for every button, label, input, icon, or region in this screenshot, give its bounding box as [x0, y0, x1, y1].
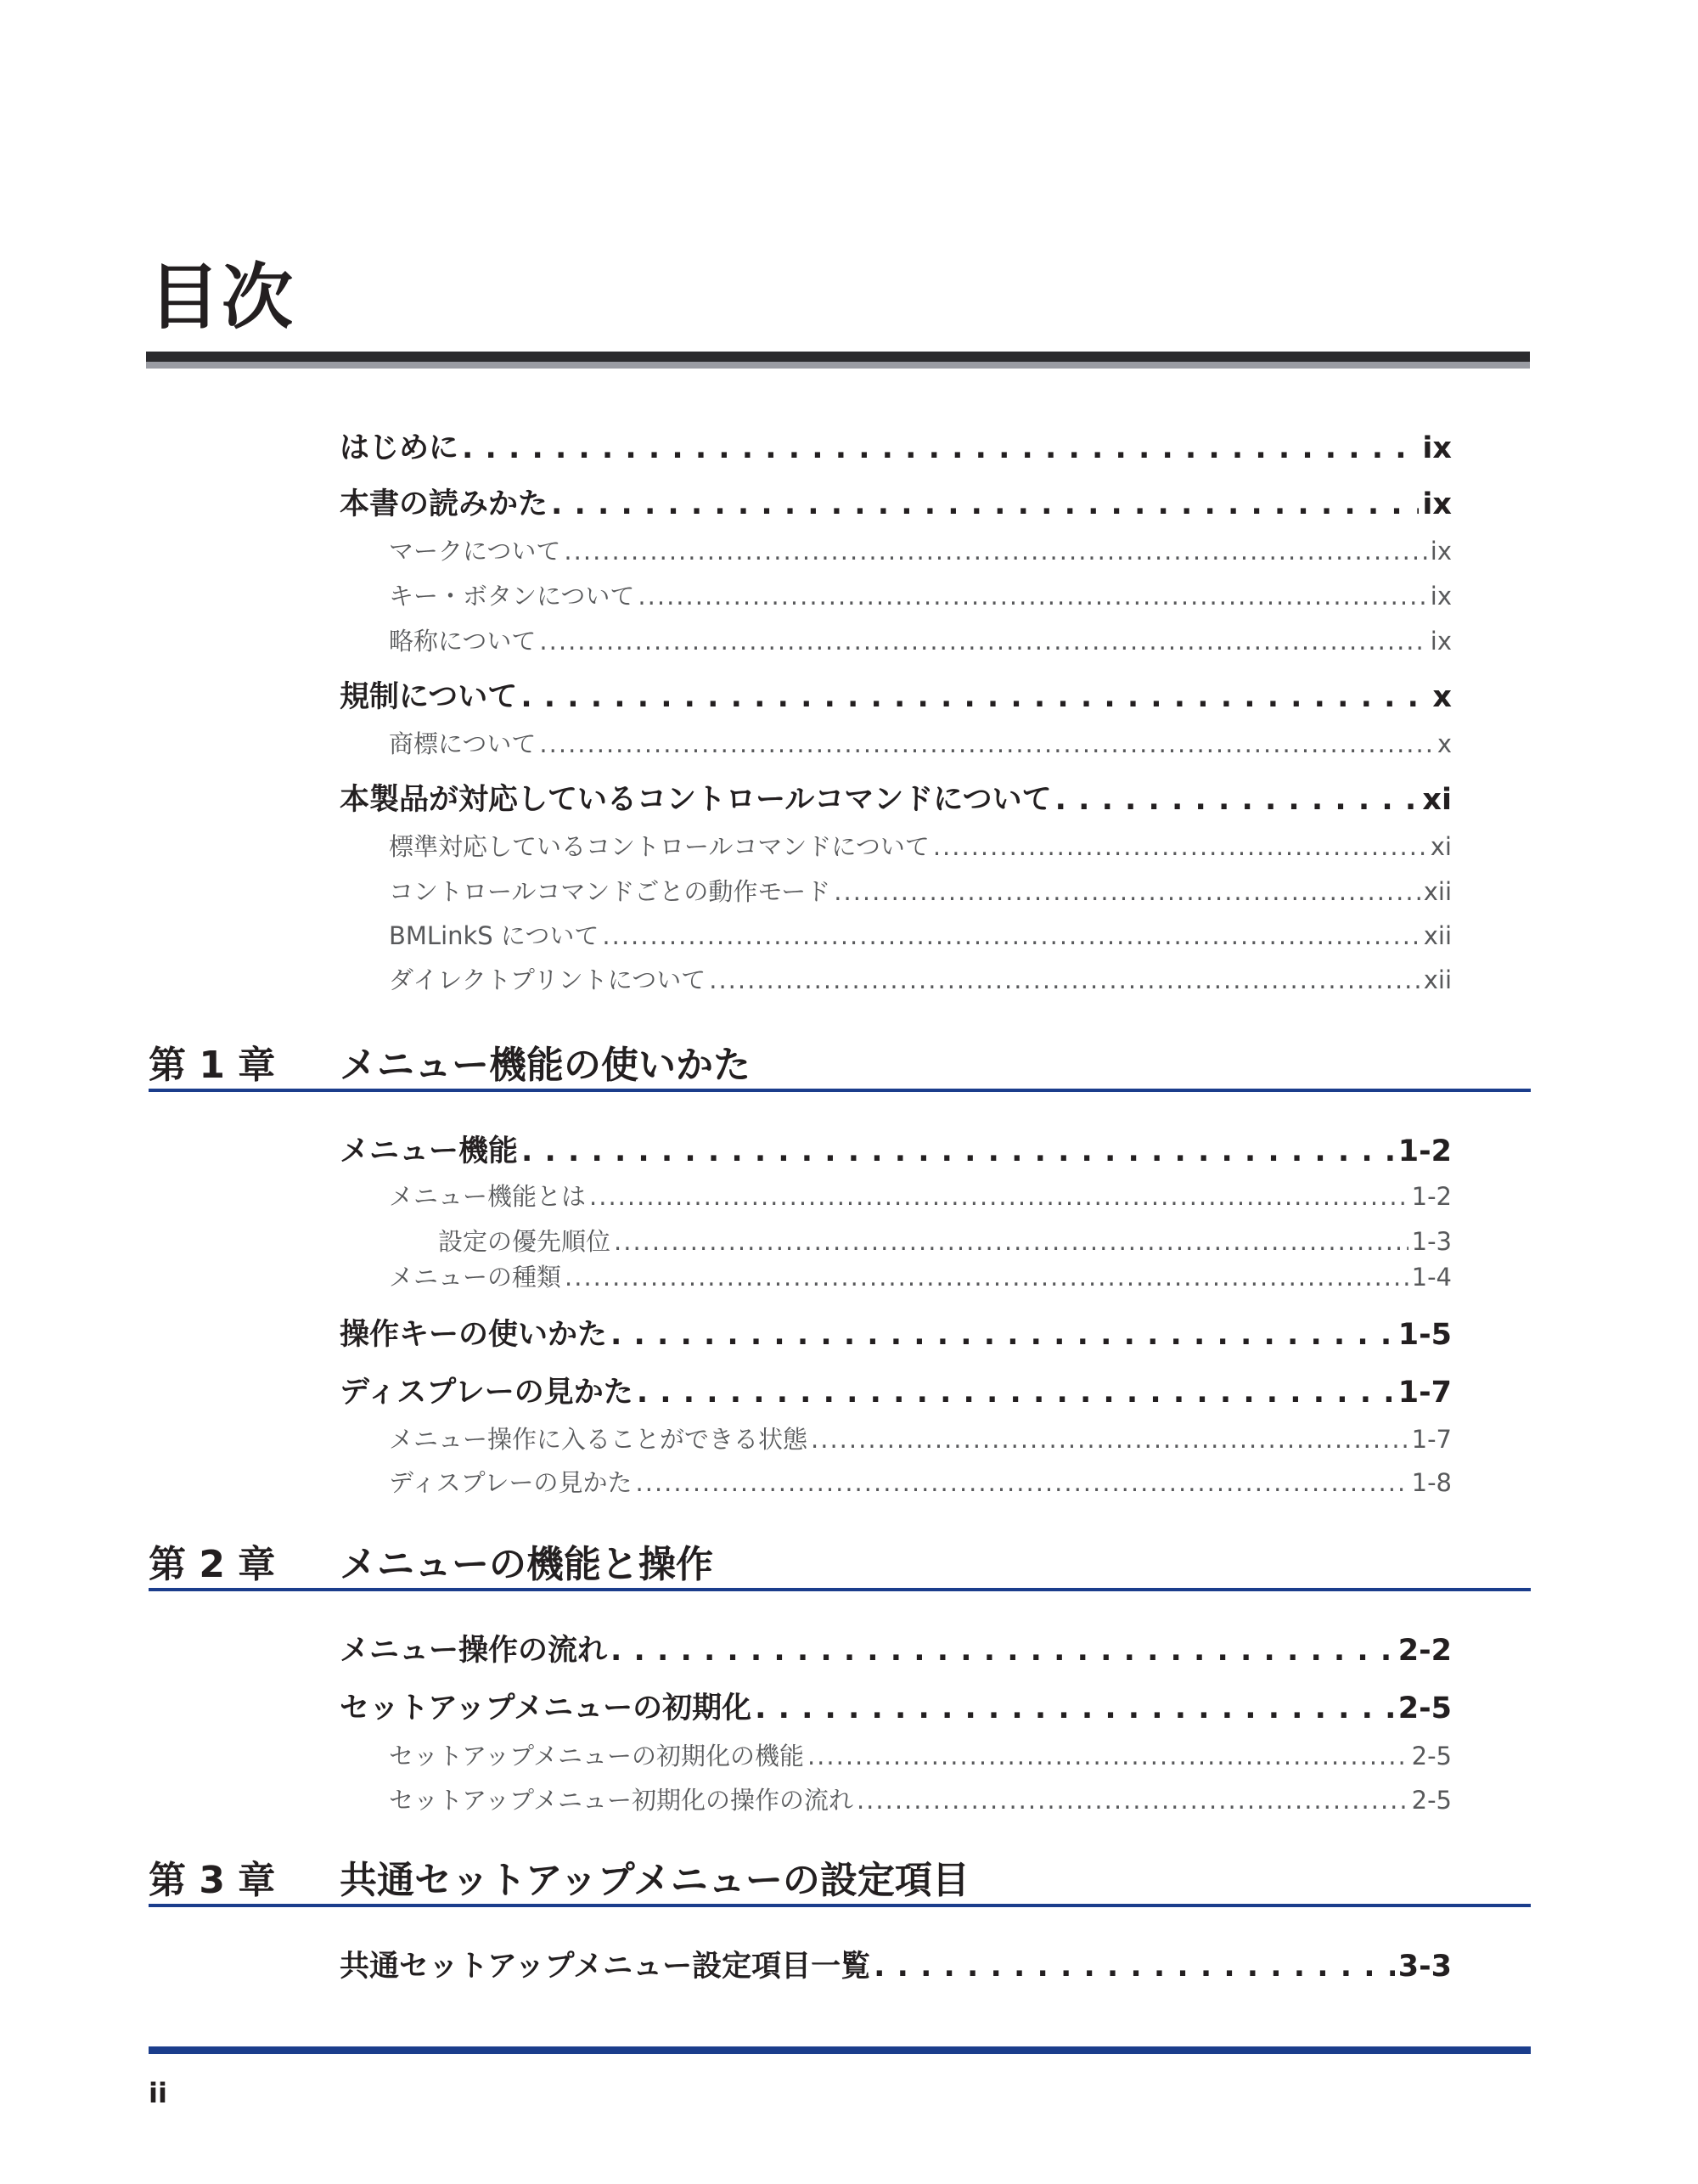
- toc-entry[interactable]: メニュー機能 . . . 1-2: [340, 1128, 1452, 1170]
- page-title: 目次: [149, 256, 295, 339]
- chapter-title[interactable]: メニューの機能と操作: [340, 1543, 713, 1586]
- toc-entry[interactable]: 本書の読みかた . . . ix: [340, 481, 1452, 523]
- toc-entry[interactable]: セットアップメニューの初期化 . . . 2-5: [340, 1685, 1452, 1727]
- toc-entry[interactable]: 規制について . . . x: [340, 673, 1452, 716]
- toc-subentry[interactable]: セットアップメニューの初期化の機能 ..... 2-5: [340, 1737, 1452, 1772]
- toc-subentry[interactable]: 商標について ..... x: [340, 725, 1452, 760]
- toc-entry[interactable]: はじめに . . . ix: [340, 425, 1452, 467]
- chapter-rule: [149, 1904, 1531, 1907]
- chapter-rule: [149, 1588, 1531, 1591]
- toc-subentry[interactable]: マークについて ..... ix: [340, 532, 1452, 567]
- toc-subentry[interactable]: ディスプレーの見かた ..... 1-8: [340, 1464, 1452, 1499]
- toc-subentry[interactable]: 略称について ..... ix: [340, 622, 1452, 657]
- page-number: ii: [149, 2077, 167, 2109]
- toc-subentry[interactable]: ダイレクトプリントについて ..... xii: [340, 961, 1452, 996]
- toc-subentry[interactable]: メニューの種類 ..... 1-4: [340, 1258, 1452, 1293]
- toc-entry[interactable]: メニュー操作の流れ . . . 2-2: [340, 1627, 1452, 1669]
- toc-subentry[interactable]: 標準対応しているコントロールコマンドについて ..... xi: [340, 828, 1452, 863]
- toc-subentry[interactable]: コントロールコマンドごとの動作モード ..... xii: [340, 873, 1452, 908]
- toc-subentry[interactable]: メニュー機能とは ..... 1-2: [340, 1178, 1452, 1213]
- chapter-title[interactable]: メニュー機能の使いかた: [340, 1044, 751, 1087]
- toc-subentry[interactable]: メニュー操作に入ることができる状態 ..... 1-7: [340, 1421, 1452, 1455]
- toc-subentry[interactable]: BMLinkS について ..... xii: [340, 917, 1452, 952]
- title-rule: [146, 352, 1530, 369]
- toc-entry[interactable]: ディスプレーの見かた . . . 1-7: [340, 1369, 1452, 1411]
- toc-subentry[interactable]: セットアップメニュー初期化の操作の流れ ..... 2-5: [340, 1782, 1452, 1816]
- chapter-rule: [149, 1089, 1531, 1092]
- chapter-number: 第 1 章: [149, 1044, 276, 1087]
- toc-subsubentry[interactable]: 設定の優先順位 ..... 1-3: [340, 1223, 1452, 1258]
- toc-subentry[interactable]: キー・ボタンについて ..... ix: [340, 577, 1452, 612]
- chapter-title[interactable]: 共通セットアップメニューの設定項目: [340, 1859, 970, 1902]
- toc-entry[interactable]: 本製品が対応しているコントロールコマンドについて . . . xi: [340, 776, 1452, 819]
- chapter-number: 第 3 章: [149, 1859, 276, 1902]
- toc-entry[interactable]: 共通セットアップメニュー設定項目一覧 . . . 3-3: [340, 1943, 1452, 1985]
- chapter-number: 第 2 章: [149, 1543, 276, 1586]
- footer-rule: [149, 2046, 1531, 2054]
- toc-entry[interactable]: 操作キーの使いかた . . . 1-5: [340, 1311, 1452, 1354]
